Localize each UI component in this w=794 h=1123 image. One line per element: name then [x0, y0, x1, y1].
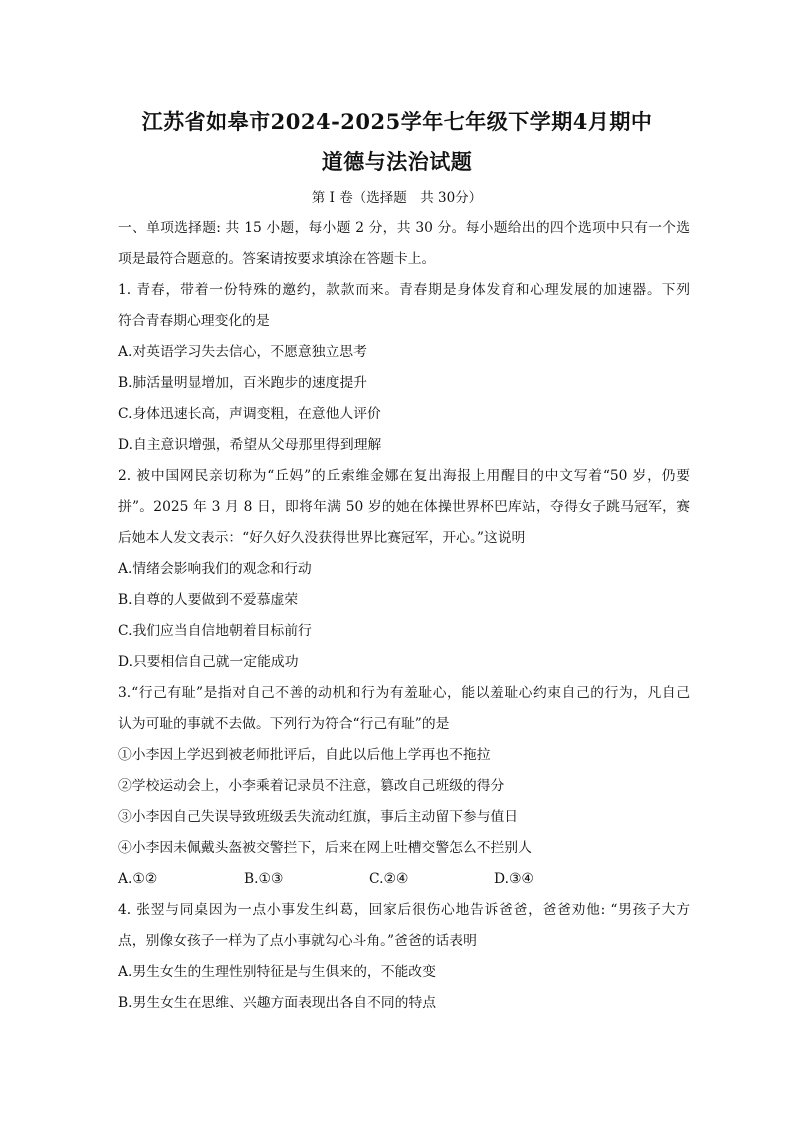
q1-option-a: A.对英语学习失去信心，不愿意独立思考 [118, 344, 367, 360]
q2-option-c: C.我们应当自信地朝着目标前行 [118, 623, 312, 639]
q1-option-b: B.肺活量明显增加，百米跑步的速度提升 [118, 375, 368, 391]
q1-stem-line2: 符合青春期心理变化的是 [118, 313, 270, 329]
q3-item-4: ④小李因未佩戴头盔被交警拦下，后来在网上吐槽交警怎么不拦别人 [118, 840, 532, 856]
q1-stem-line1: 1. 青春，带着一份特殊的邀约，款款而来。青春期是身体发育和心理发展的加速器。下列 [118, 282, 690, 298]
q3-choice-c: C.②④ [369, 871, 409, 887]
exam-title-line1: 江苏省如皋市2024-2025学年七年级下学期4月期中 [141, 109, 653, 134]
q3-item-1: ①小李因上学迟到被老师批评后，自此以后他上学再也不拖拉 [118, 747, 491, 763]
q3-stem-line2: 认为可耻的事就不去做。下列行为符合“行己有耻”的是 [118, 716, 450, 732]
q1-option-d: D.自主意识增强，希望从父母那里得到理解 [118, 437, 382, 453]
q3-choice-a: A.①② [118, 871, 158, 887]
q3-item-3: ③小李因自己失误导致班级丢失流动红旗，事后主动留下参与值日 [118, 809, 519, 825]
q2-option-d: D.只要相信自己就一定能成功 [118, 654, 299, 670]
q4-option-a: A.男生女生的生理性别特征是与生俱来的，不能改变 [118, 964, 436, 980]
q3-stem-line1: 3.“行己有耻”是指对自己不善的动机和行为有羞耻心，能以羞耻心约束自己的行为，凡自己 [118, 685, 690, 701]
exam-title-line2: 道德与法治试题 [321, 149, 473, 174]
instructions-line2: 项是最符合题意的。答案请按要求填涂在答题卡上。 [118, 251, 436, 267]
q3-choice-b: B.①③ [244, 871, 284, 887]
instructions-line1: 一、单项选择题: 共 15 小题，每小题 2 分，共 30 分。每小题给出的四个选项中只有一个选 [118, 220, 690, 236]
q4-stem-line2: 点，别像女孩子一样为了点小事就勾心斗角。”爸爸的话表明 [118, 933, 477, 949]
q2-option-a: A.情绪会影响我们的观念和行动 [118, 561, 312, 577]
q2-stem-line3: 后她本人发文表示：“好久好久没获得世界比赛冠军，开心。”这说明 [118, 530, 526, 546]
q2-option-b: B.自尊的人要做到不爱慕虚荣 [118, 592, 299, 608]
q4-option-b: B.男生女生在思维、兴趣方面表现出各自不同的特点 [118, 995, 437, 1011]
q4-stem-line1: 4. 张翌与同桌因为一点小事发生纠葛，回家后很伤心地告诉爸爸，爸爸劝他: “男孩子大方 [118, 902, 690, 918]
section-label: 第 I 卷（选择题 共 30分） [311, 190, 483, 206]
q3-item-2: ②学校运动会上，小李乘着记录员不注意，篡改自己班级的得分 [118, 778, 505, 794]
q3-choice-d: D.③④ [494, 871, 534, 887]
q1-option-c: C.身体迅速长高，声调变粗，在意他人评价 [118, 406, 381, 422]
q2-stem-line2: 拼”。2025 年 3 月 8 日，即将年满 50 岁的她在体操世界杯巴库站，夺得女子跳马冠军，赛 [118, 499, 690, 515]
q2-stem-line1: 2. 被中国网民亲切称为“丘妈”的丘索维金娜在复出海报上用醒目的中文写着“50 岁，仍要 [118, 468, 690, 484]
